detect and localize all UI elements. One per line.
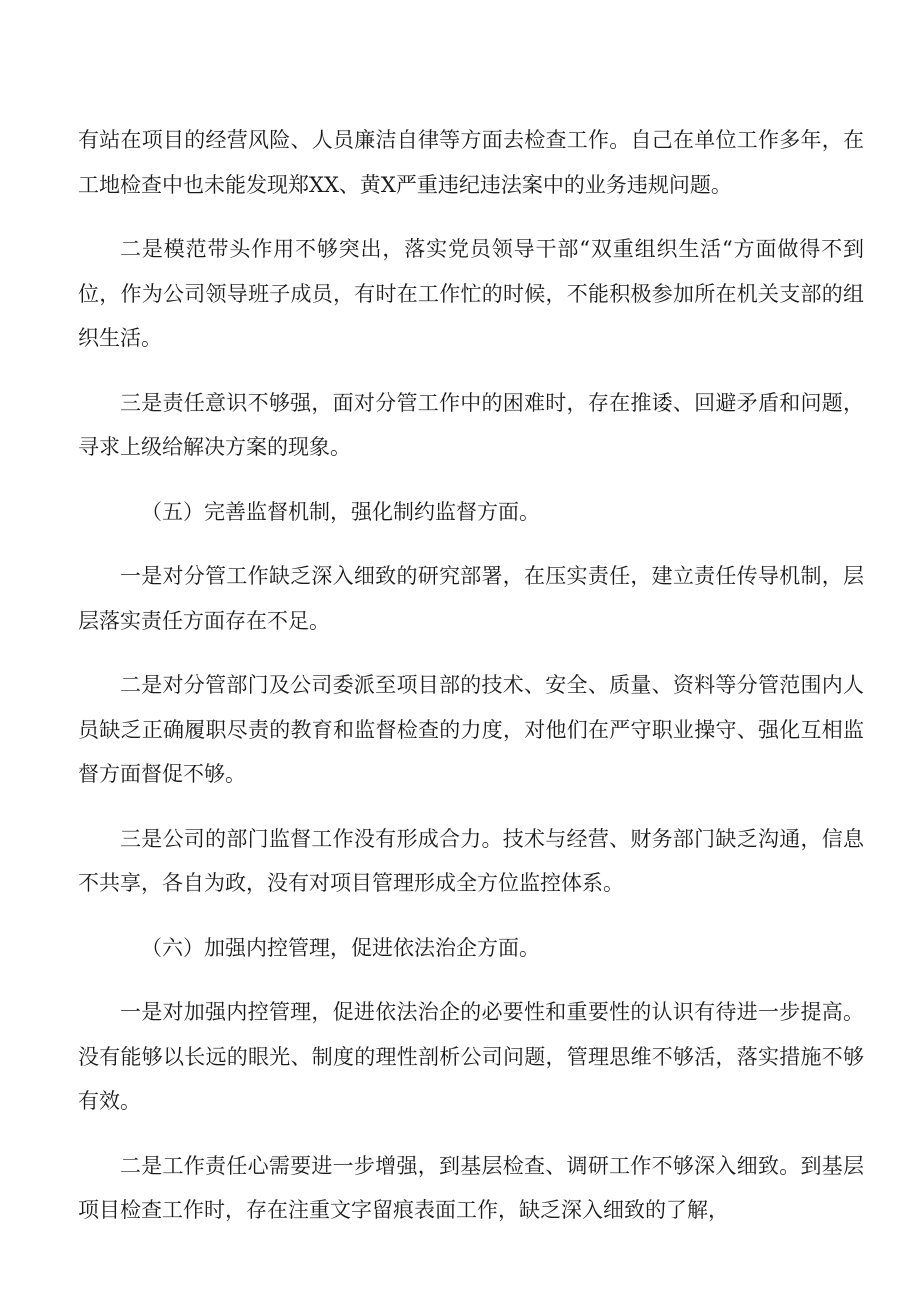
paragraph-work-responsibility: 二是工作责任心需要进一步增强，到基层检查、调研工作不够深入细致。到基层项目检查工作时，存在注重文字留痕表面工作，缺乏深入细致的了解， — [78, 1153, 864, 1222]
paragraph-leading-role: 二是模范带头作用不够突出，落实党员领导干部“双重组织生活“方面做得不到位，作为公司领导班子成员，有时在工作忙的时候，不能积极参加所在机关支部的组织生活。 — [78, 237, 864, 350]
paragraph-internal-control: 一是对加强内控管理，促进依法治企的必要性和重要性的认识有待进一步提高。没有能够以长远的眼光、制度的理性剖析公司问题，管理思维不够活，落实措施不够有效。 — [78, 1000, 864, 1113]
paragraph-research-deployment: 一是对分管工作缺乏深入细致的研究部署，在压实责任，建立责任传导机制，层层落实责任方面存在不足。 — [78, 564, 864, 633]
document-body — [78, 118, 864, 1233]
paragraph-continuation: 有站在项目的经营风险、人员廉洁自律等方面去检查工作。自己在单位工作多年，在工地检查中也未能发现郑XX、黄X严重违纪违法案中的业务违规问题。 — [78, 128, 864, 197]
paragraph-responsibility-awareness: 三是责任意识不够强，面对分管工作中的困难时，存在推诿、回避矛盾和问题，寻求上级给解决方案的现象。 — [78, 390, 864, 459]
paragraph-department-coordination: 三是公司的部门监督工作没有形成合力。技术与经营、财务部门缺乏沟通，信息不共享，各自为政，没有对项目管理形成全方位监控体系。 — [78, 826, 864, 895]
paragraph-supervision-education: 二是对分管部门及公司委派至项目部的技术、安全、质量、资料等分管范围内人员缺乏正确履职尽责的教育和监督检查的力度，对他们在严守职业操守、强化互相监督方面督促不够。 — [78, 673, 864, 786]
section-heading-five: （五）完善监督机制，强化制约监督方面。 — [141, 499, 540, 524]
section-heading-six: （六）加强内控管理，促进依法治企方面。 — [141, 935, 540, 960]
